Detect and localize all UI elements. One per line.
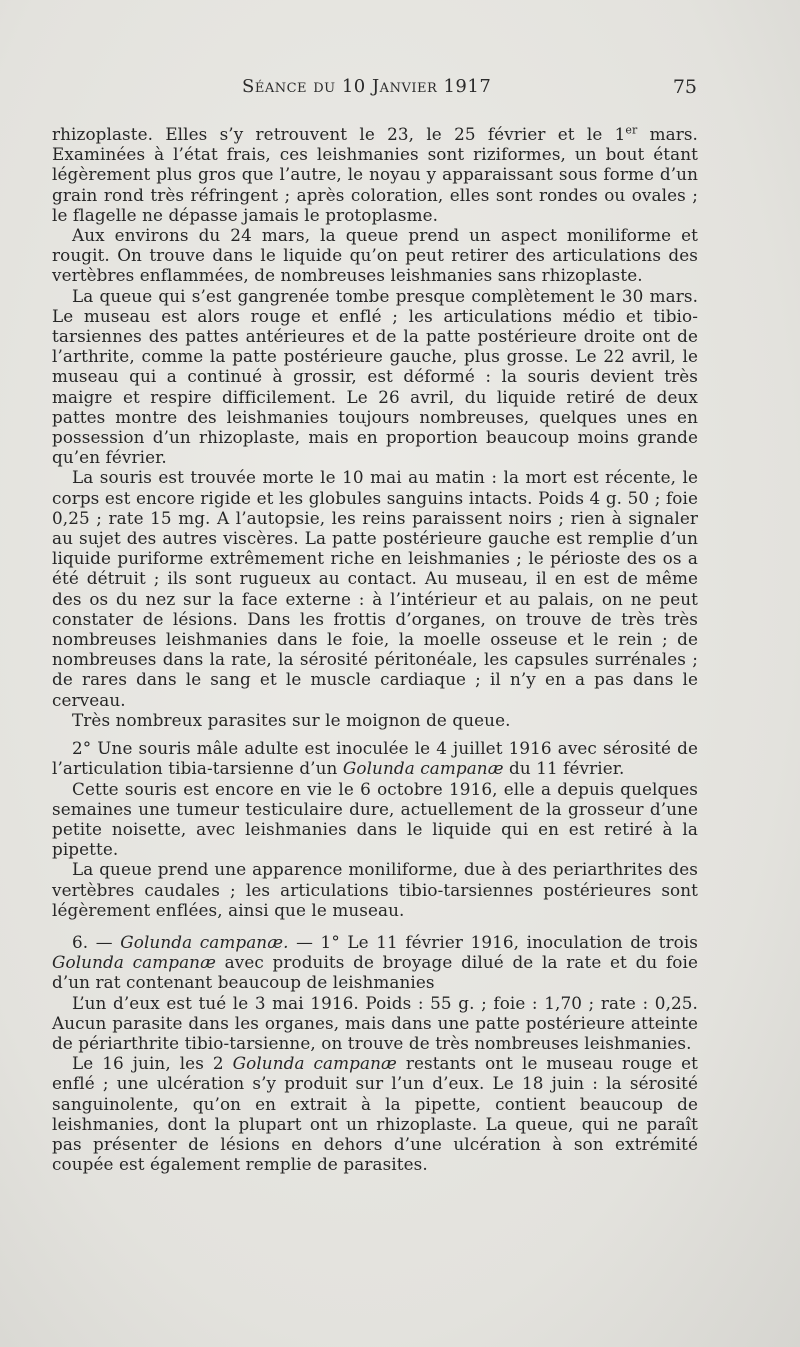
text-run: Aux environs du 24 mars, la queue prend un aspect moniliforme et rougit. On trouve dans le liquide qu’on peut retirer des articulations des vertèbres enflammées, de nombreuses leishmanies sans rhizoplaste. — [52, 225, 698, 286]
text-run: 2° Une souris mâle adulte est inoculée le 4 juillet 1916 avec sérosité de l’articulation tibia-tarsienne d’un — [52, 738, 698, 779]
italic-term: Golunda campanæ — [342, 758, 504, 779]
paragraph — [52, 779, 698, 860]
body-text — [52, 124, 698, 1174]
text-run: mars. Examinées à l’état frais, ces leishmanies sont riziformes, un bout étant légèrement plus gros que l’autre, le noyau y apparaissant sous forme d’un grain rond très réfringent ; après coloration, elles sont rondes ou ovales ; le flagelle ne dépasse jamais le protoplasme. — [52, 124, 698, 225]
running-head: Séance du 10 Janvier 1917 — [242, 76, 492, 97]
text-run: La souris est trouvée morte le 10 mai au matin : la mort est récente, le corps est encore rigide et les globules sanguins intacts. Poids 4 g. 50 ; foie 0,25 ; rate 15 mg. A l’autopsie, les reins paraissent noirs ; rien à signaler au sujet des autres viscères. La patte postérieure gauche est remplie d’un liquide puriforme extrêmement riche en leishmanies ; le périoste des os a été détruit ; ils sont rugueux au contact. Au museau, il en est de même des os du nez sur la face externe : à l’intérieur et au palais, on ne peut constater de lésions. Dans les frottis d’organes, on trouve de très très nombreuses leishmanies dans le foie, la moelle osseuse et le rein ; de nombreuses dans la rate, la sérosité péritonéale, les capsules surrénales ; de rares dans le sang et le muscle cardiaque ; il n’y en a pas dans le cerveau. — [52, 467, 698, 710]
paragraph — [52, 286, 698, 468]
italic-term: Golunda campanæ — [232, 1053, 397, 1074]
text-run: 6. — — [72, 931, 121, 952]
paragraph — [52, 710, 698, 730]
text-run: Le 16 juin, les 2 — [72, 1053, 233, 1074]
italic-term: Golunda campanæ — [52, 952, 216, 973]
text-run: rhizoplaste. Elles s’y retrouvent le 23, le 25 février et le 1 — [52, 124, 626, 144]
text-run: La queue qui s’est gangrenée tombe presque complètement le 30 mars. Le museau est alors rouge et enflé ; les articulations médio et tibio-tarsiennes des pattes antérieures et de la patte postérieure droite ont de l’arthrite, comme la patte postérieure gauche, plus grosse. Le 22 avril, le museau qui a continué à grossir, est déformé : la souris devient très maigre et respire difficilement. Le 26 avril, du liquide retiré de deux pattes montre des leishmanies toujours nombreuses, quelques unes en possession d’un rhizoplaste, mais en proportion beaucoup moins grande qu’en février. — [52, 285, 698, 468]
paragraph — [52, 225, 698, 286]
paragraph — [52, 124, 698, 225]
paragraph — [52, 467, 698, 709]
text-run: La queue prend une apparence moniliforme, due à des periarthrites des vertèbres caudales ; les articulations tibio-tarsiennes postérieures sont légèrement enflées, ainsi que le museau. — [52, 859, 698, 920]
text-run: Cette souris est encore en vie le 6 octobre 1916, elle a depuis quelques semaines une tumeur testiculaire dure, actuellement de la grosseur d’une petite noisette, avec leishmanies dans le liquide qui en est retiré à la pipette. — [52, 778, 698, 860]
paragraph — [52, 859, 698, 920]
paragraph — [52, 932, 698, 993]
text-run: restants ont le museau rouge et enflé ; une ulcération s’y produit sur l’un d’eux. Le 18 juin : la sérosité sanguinolente, qu’on en extrait à la pipette, contient beaucoup de leishmanies, dont la plupart ont un rhizoplaste. La queue, qui ne paraît pas présenter de lésions en dehors d’une ulcération à son extrémité coupée est également remplie de parasites. — [52, 1053, 698, 1175]
text-run: avec produits de broyage dilué de la rate et du foie d’un rat contenant beaucoup de leishmanies — [52, 952, 699, 993]
text-run: du 11 février. — [503, 758, 625, 779]
italic-term: Golunda campanæ. — [120, 931, 289, 952]
page-number: 75 — [672, 76, 697, 98]
page-header — [52, 76, 697, 106]
paragraph — [52, 993, 698, 1054]
text-run: — 1° Le 11 février 1916, inoculation de trois — [288, 931, 699, 952]
superscript: er — [625, 123, 638, 137]
paragraph — [52, 738, 698, 778]
text-run: Très nombreux parasites sur le moignon de queue. — [72, 709, 511, 730]
text-run: L’un d’eux est tué le 3 mai 1916. Poids : 55 g. ; foie : 1,70 ; rate : 0,25. Aucun parasite dans les organes, mais dans une patte postérieure atteinte de périarthrite tibio-tarsienne, on trouve de très nombreuses leishmanies. — [52, 992, 698, 1053]
paragraph — [52, 1053, 698, 1174]
